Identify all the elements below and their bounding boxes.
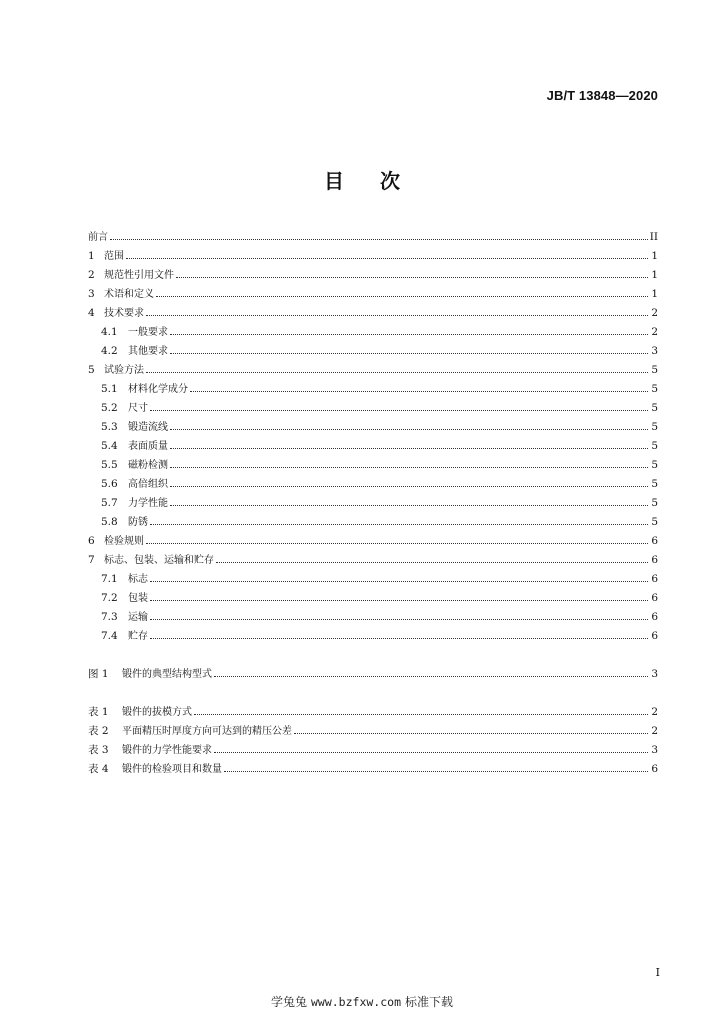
dot-leader [170, 333, 648, 335]
toc-entry-label: 一般要求 [128, 327, 168, 338]
toc-entry-number: 1 [88, 250, 95, 262]
toc-entry-page: 5 [651, 516, 658, 528]
toc-entry-label: 材料化学成分 [128, 384, 188, 395]
toc-entry-page: 5 [651, 402, 658, 414]
dot-leader [216, 561, 648, 563]
toc-entry[interactable] [88, 361, 658, 380]
toc-entry[interactable] [88, 627, 658, 646]
toc-entry-label: 高倍组织 [128, 479, 168, 490]
toc-entry-label: 技术要求 [104, 308, 144, 319]
dot-leader [150, 523, 648, 525]
dot-leader [110, 238, 648, 240]
toc-entry-number: 5.2 [101, 402, 118, 414]
toc-entry-label: 锻件的检验项目和数量 [122, 764, 222, 775]
dot-leader [170, 352, 648, 354]
toc-entry-page: 2 [651, 725, 658, 737]
toc-entry[interactable] [88, 247, 658, 266]
toc-entry-number: 5.3 [101, 421, 118, 433]
dot-leader [170, 485, 648, 487]
toc-entry-label: 试验方法 [104, 365, 144, 376]
toc-entry-page: 6 [651, 573, 658, 585]
toc-entry[interactable] [88, 285, 658, 304]
toc-entry-label: 贮存 [128, 631, 148, 642]
toc-entry-page: 2 [651, 326, 658, 338]
standard-code: JB/T 13848—2020 [546, 88, 658, 103]
toc-entry-number: 3 [88, 288, 95, 300]
page-number: I [655, 966, 660, 979]
dot-leader [150, 618, 648, 620]
toc-entry-number: 5.1 [101, 383, 118, 395]
dot-leader [170, 466, 648, 468]
toc-entry-page: 3 [651, 744, 658, 756]
toc-entry-number: 6 [88, 535, 95, 547]
toc-entry-label: 力学性能 [128, 498, 168, 509]
toc-entry-label: 标志 [128, 574, 148, 585]
toc-entry[interactable] [88, 608, 658, 627]
toc-entry-label: 尺寸 [128, 403, 148, 414]
toc-entry[interactable] [88, 304, 658, 323]
toc-entry-page: 6 [651, 630, 658, 642]
toc-entry-label: 标志、包装、运输和贮存 [104, 555, 214, 566]
toc-entry-number: 图 1 [88, 668, 109, 680]
table-entry[interactable] [88, 760, 658, 779]
toc-table-list [88, 703, 658, 779]
toc-entry[interactable] [88, 456, 658, 475]
toc-entry-number: 4.1 [101, 326, 118, 338]
toc-entry-number: 5 [88, 364, 95, 376]
dot-leader [146, 371, 648, 373]
toc-entry[interactable] [88, 418, 658, 437]
toc-entry-label: 防锈 [128, 517, 148, 528]
toc-entry[interactable] [88, 323, 658, 342]
toc-entry[interactable] [88, 342, 658, 361]
toc-entry-label: 平面精压时厚度方向可达到的精压公差 [122, 726, 292, 737]
toc-entry-label: 前言 [88, 232, 108, 243]
toc-entry-page: 5 [651, 383, 658, 395]
toc-entry-page: II [649, 231, 658, 243]
dot-leader [224, 770, 648, 772]
watermark [0, 993, 724, 1010]
toc-entry-number: 表 1 [88, 706, 109, 718]
toc-entry-number: 7.1 [101, 573, 118, 585]
toc-entry-label: 运输 [128, 612, 148, 623]
dot-leader [126, 257, 648, 259]
toc-entry-page: 5 [651, 440, 658, 452]
toc-entry-page: 6 [651, 535, 658, 547]
toc-entry[interactable] [88, 228, 658, 247]
dot-leader [146, 542, 648, 544]
toc-entry-label: 范围 [104, 251, 124, 262]
toc-entry[interactable] [88, 589, 658, 608]
dot-leader [170, 447, 648, 449]
toc-entry-page: 2 [651, 706, 658, 718]
page-title [0, 165, 724, 194]
toc-entry-number: 表 3 [88, 744, 109, 756]
dot-leader [190, 390, 648, 392]
toc-entry-number: 7.4 [101, 630, 118, 642]
dot-leader [150, 409, 648, 411]
toc-entry-page: 3 [651, 668, 658, 680]
dot-leader [146, 314, 648, 316]
toc-entry-page: 5 [651, 478, 658, 490]
toc-entry-page: 5 [651, 459, 658, 471]
toc-entry[interactable] [88, 475, 658, 494]
toc-entry[interactable] [88, 266, 658, 285]
dot-leader [214, 675, 648, 677]
toc-entry-number: 5.6 [101, 478, 118, 490]
toc-figure-list [88, 665, 658, 684]
toc-entry-number: 7 [88, 554, 95, 566]
dot-leader [150, 599, 648, 601]
toc-entry[interactable] [88, 399, 658, 418]
toc-entry-number: 5.8 [101, 516, 118, 528]
toc-entry-label: 锻件的拔模方式 [122, 707, 192, 718]
toc-entry-page: 6 [651, 763, 658, 775]
toc-entry-label: 锻件的力学性能要求 [122, 745, 212, 756]
dot-leader [194, 713, 648, 715]
toc-entry[interactable] [88, 551, 658, 570]
figure-entry[interactable] [88, 665, 658, 684]
toc-entry-number: 7.2 [101, 592, 118, 604]
toc-entry-page: 6 [651, 554, 658, 566]
toc-entry[interactable] [88, 494, 658, 513]
toc-entry-number: 4.2 [101, 345, 118, 357]
dot-leader [170, 504, 648, 506]
title-part-1: 目 [324, 169, 344, 193]
toc-entry-page: 5 [651, 421, 658, 433]
toc-entry-page: 5 [651, 364, 658, 376]
toc-entry-page: 6 [651, 611, 658, 623]
toc-entry-label: 锻件的典型结构型式 [122, 669, 212, 680]
dot-leader [156, 295, 648, 297]
toc-entry-number: 表 4 [88, 763, 109, 775]
toc-entry-page: 2 [651, 307, 658, 319]
watermark-url[interactable]: www.bzfxw.com [310, 995, 401, 1009]
dot-leader [150, 580, 648, 582]
dot-leader [176, 276, 648, 278]
toc-entry-number: 2 [88, 269, 95, 281]
toc-entry-page: 5 [651, 497, 658, 509]
toc-entry[interactable] [88, 513, 658, 532]
table-entry[interactable] [88, 741, 658, 760]
toc-entry-page: 3 [651, 345, 658, 357]
toc-entry-label: 磁粉检测 [128, 460, 168, 471]
toc-entry-number: 4 [88, 307, 95, 319]
toc-entry-number: 5.5 [101, 459, 118, 471]
title-part-2: 次 [380, 169, 400, 193]
toc-entry-label: 规范性引用文件 [104, 270, 174, 281]
dot-leader [294, 732, 648, 734]
toc-main-list [88, 228, 658, 646]
toc-entry-label: 其他要求 [128, 346, 168, 357]
dot-leader [214, 751, 648, 753]
toc-entry-label: 锻造流线 [128, 422, 168, 433]
dot-leader [170, 428, 648, 430]
toc-entry[interactable] [88, 380, 658, 399]
toc-entry-label: 术语和定义 [104, 289, 154, 300]
table-entry[interactable] [88, 703, 658, 722]
toc-entry-number: 5.4 [101, 440, 118, 452]
toc-entry-number: 7.3 [101, 611, 118, 623]
watermark-left: 学兔兔 [270, 995, 307, 1009]
toc-entry[interactable] [88, 437, 658, 456]
toc-entry-page: 1 [651, 288, 658, 300]
toc-entry-page: 6 [651, 592, 658, 604]
toc-entry-label: 检验规则 [104, 536, 144, 547]
toc-entry-label: 表面质量 [128, 441, 168, 452]
toc-entry-number: 5.7 [101, 497, 118, 509]
watermark-right: 标准下载 [405, 995, 454, 1009]
toc-entry-number: 表 2 [88, 725, 109, 737]
table-entry[interactable] [88, 722, 658, 741]
toc-entry-page: 1 [651, 250, 658, 262]
toc-entry-label: 包装 [128, 593, 148, 604]
toc-entry[interactable] [88, 532, 658, 551]
dot-leader [150, 637, 648, 639]
toc-entry-page: 1 [651, 269, 658, 281]
toc-entry[interactable] [88, 570, 658, 589]
